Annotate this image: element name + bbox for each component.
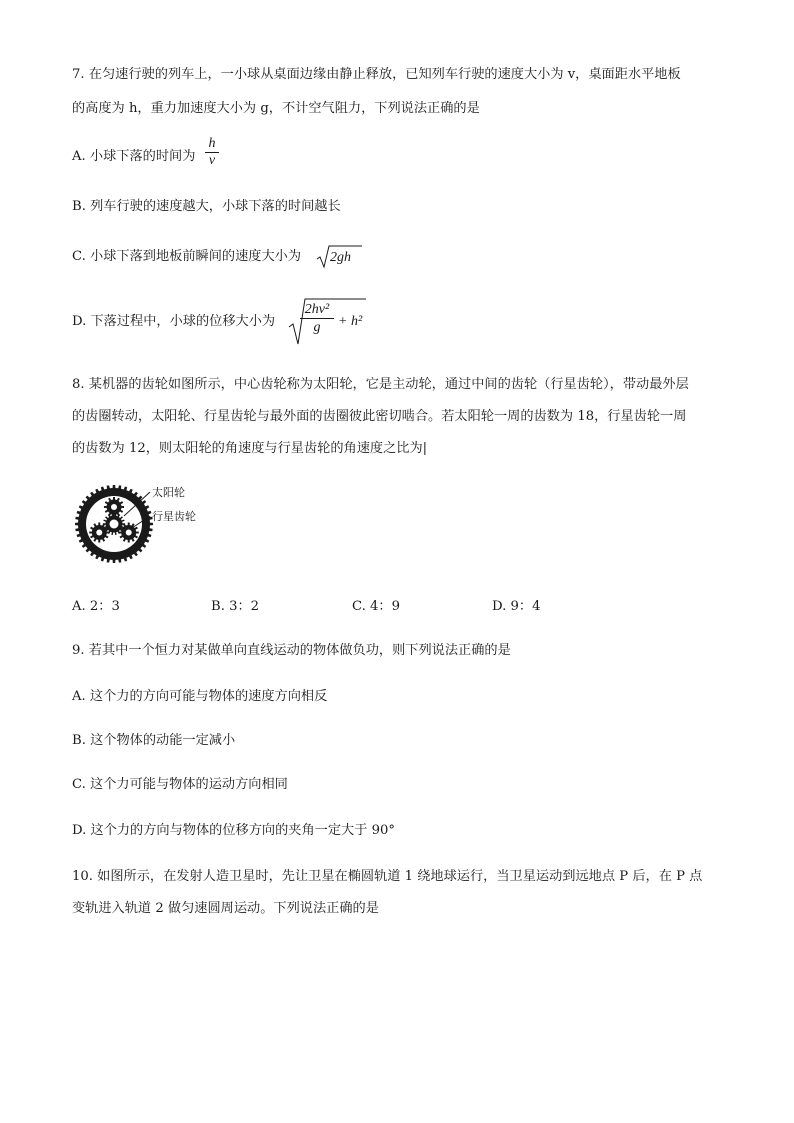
q8-stem-line2: 的齿圈转动，太阳轮、行星齿轮与最外面的齿圈彼此密切啮合。若太阳轮一周的齿数为 18，行星齿轮一周 — [72, 409, 687, 424]
q8-option-d: D. 9：4 — [492, 599, 541, 614]
q7-option-a-fraction — [205, 136, 219, 169]
gear-hub — [126, 530, 132, 536]
gear-tooth — [121, 523, 125, 524]
q7-option-a-numerator: h — [208, 136, 216, 151]
q7-option-d-numerator: 2hv² — [304, 302, 330, 317]
q7-option-c: C. 小球下落到地板前瞬间的速度大小为 — [72, 249, 302, 264]
q8-option-c: C. 4：9 — [352, 599, 400, 614]
q7-option-a: A. 小球下落的时间为 — [72, 149, 196, 164]
gear-tooth — [128, 522, 130, 526]
gear-tooth — [98, 522, 100, 526]
q9-option-b: B. 这个物体的动能一定减小 — [72, 733, 236, 748]
q10-stem-line2: 变轨进入轨道 2 做匀速圆周运动。下列说法正确的是 — [72, 901, 379, 916]
q7-option-c-radicand: 2gh — [330, 250, 351, 265]
q9-option-a: A. 这个力的方向可能与物体的速度方向相反 — [72, 689, 328, 704]
q7-option-b: B. 列车行驶的速度越大，小球下落的时间越长 — [72, 199, 341, 214]
q8-option-b: B. 3：2 — [211, 599, 260, 614]
q9-option-d: D. 这个力的方向与物体的位移方向的夹角一定大于 90° — [72, 823, 395, 838]
gear-hub — [111, 504, 117, 510]
gear-tooth — [89, 531, 93, 533]
q8-stem-line3: 的齿数为 12，则太阳轮的角速度与行星齿轮的角速度之比为| — [72, 441, 428, 456]
q7-option-d-fraction — [300, 301, 334, 336]
q7-stem-line1: 7. 在匀速行驶的列车上，一小球从桌面边缘由静止释放，已知列车行驶的速度大小为 v，桌面距水平地板 — [72, 67, 681, 82]
gear-tooth — [120, 506, 124, 508]
sun-gear-label: 太阳轮 — [152, 486, 185, 499]
q7-option-a-denominator: v — [208, 153, 216, 168]
gear-tooth — [104, 506, 108, 508]
gear-diagram — [70, 478, 230, 570]
gear-tooth — [135, 531, 139, 533]
gear-tooth — [103, 523, 107, 524]
gear-hub — [110, 520, 119, 529]
q7-option-d: D. 下落过程中，小球的位移大小为 — [72, 314, 276, 329]
q10-stem-line1: 10. 如图所示，在发射人造卫星时，先让卫星在椭圆轨道 1 绕地球运行，当卫星运动到远地点 P 后，在 P 点 — [72, 869, 703, 884]
q9-option-c: C. 这个力可能与物体的运动方向相同 — [72, 777, 288, 792]
gear-tooth — [128, 539, 130, 543]
q7-option-d-denominator: g — [313, 320, 321, 335]
gear-tooth — [113, 497, 115, 501]
q8-option-a: A. 2：3 — [72, 599, 120, 614]
q8-stem-line1: 8. 某机器的齿轮如图所示，中心齿轮称为太阳轮，它是主动轮，通过中间的齿轮（行星齿轮），带动最外层 — [72, 377, 689, 392]
gear-hub — [96, 530, 102, 536]
planet-gear-label: 行星齿轮 — [152, 510, 196, 523]
gear-tooth — [98, 539, 100, 543]
q7-option-d-tail: + h² — [338, 314, 363, 329]
q9-stem: 9. 若其中一个恒力对某做单向直线运动的物体做负功，则下列说法正确的是 — [72, 643, 511, 658]
q7-stem-line2: 的高度为 h，重力加速度大小为 g，不计空气阻力，下列说法正确的是 — [72, 101, 480, 116]
